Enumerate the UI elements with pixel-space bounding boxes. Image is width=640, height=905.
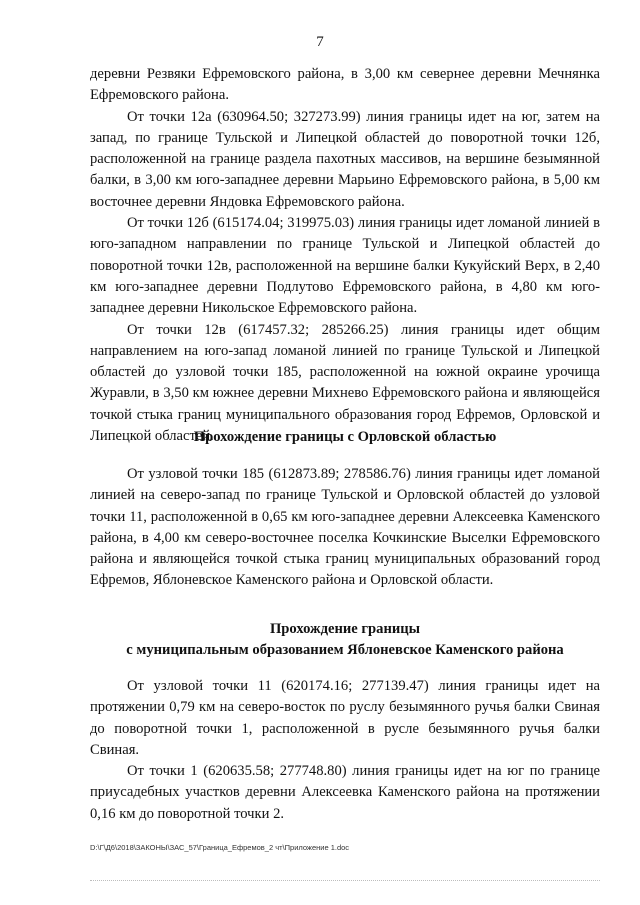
section-yablonevskoe-heading-line2: с муниципальным образованием Яблоневское Каменского района xyxy=(126,642,564,659)
section-yablonevskoe-heading-line1: Прохождение границы xyxy=(269,621,421,637)
section-orel-body xyxy=(90,464,600,592)
paragraph-continuation: деревни Резвяки Ефремовского района, в 3,00 км севернее деревни Мечнянка Ефремовского района. xyxy=(90,66,600,104)
paragraph-point-12v: От точки 12в (617457.32; 285266.25) линия границы идет общим направлением на юго-запад ломаной линией по границе Тульской и Липецкой областей до узловой точки 185, расположенной на южной окраине урочища Журавли, в 3,50 км южнее деревни Михнево Ефремовского района и являющейся точкой стыка границ муниципального образования город Ефремов, Орловской и Липецкой областей. xyxy=(90,321,600,445)
section-orel-heading: Прохождение границы с Орловской областью xyxy=(193,429,497,445)
paragraph-point-11: От узловой точки 11 (620174.16; 277139.47) линия границы идет на протяжении 0,79 км на северо-восток по руслу безымянного ручья балки Свиная до поворотной точки 1, расположенной в русле безымянного ручья балки Свиная. xyxy=(90,678,600,758)
paragraphs-block-1 xyxy=(90,64,600,447)
footer-file-path: D:\Г\Д6\2018\ЗАКОНЫ\ЗАС_57\Граница_Ефремов_2 чт\Приложение 1.doc xyxy=(90,843,350,852)
scan-artifact-line xyxy=(90,880,600,881)
paragraph-point-185: От узловой точки 185 (612873.89; 278586.76) линия границы идет ломаной линией на северо-запад по границе Тульской и Орловской областей до узловой точки 11, расположенной в 0,65 км юго-западнее деревни Алексеевка Каменского района, в 4,00 км северо-восточнее поселка Кочкинские Выселки Ефремовского района и являющейся точкой стыка границ муниципальных образований город Ефремов, Яблоневское Каменского района и Орловской области. xyxy=(90,466,600,589)
section-orel xyxy=(90,427,600,448)
page-number: 7 xyxy=(316,34,324,50)
paragraph-point-12b: От точки 12б (615174.04; 319975.03) линия границы идет ломаной линией в юго-западном направлении по границе Тульской и Липецкой областей до поворотной точки 12в, расположенной на вершине балки Кукуйский Верх, в 2,40 км юго-западнее деревни Подлутово Ефремовского района, в 4,80 км юго-западнее деревни Никольское Ефремовского района. xyxy=(90,215,600,317)
paragraph-point-1: От точки 1 (620635.58; 277748.80) линия границы идет на юг по границе приусадебных участков деревни Алексеевка Каменского района на протяжении 0,16 км до поворотной точки 2. xyxy=(90,763,600,822)
section-yablonevskoe-body xyxy=(90,676,600,825)
paragraph-point-12a: От точки 12а (630964.50; 327273.99) линия границы идет на юг, затем на запад, по границе Тульской и Липецкой областей до поворотной точки 12б, расположенной на границе раздела пахотных массивов, на вершине безымянной балки, в 3,00 км юго-западнее деревни Марьино Ефремовского района, в 5,00 км восточнее деревни Яндовка Ефремовского района. xyxy=(90,108,600,210)
section-yablonevskoe xyxy=(90,619,600,662)
